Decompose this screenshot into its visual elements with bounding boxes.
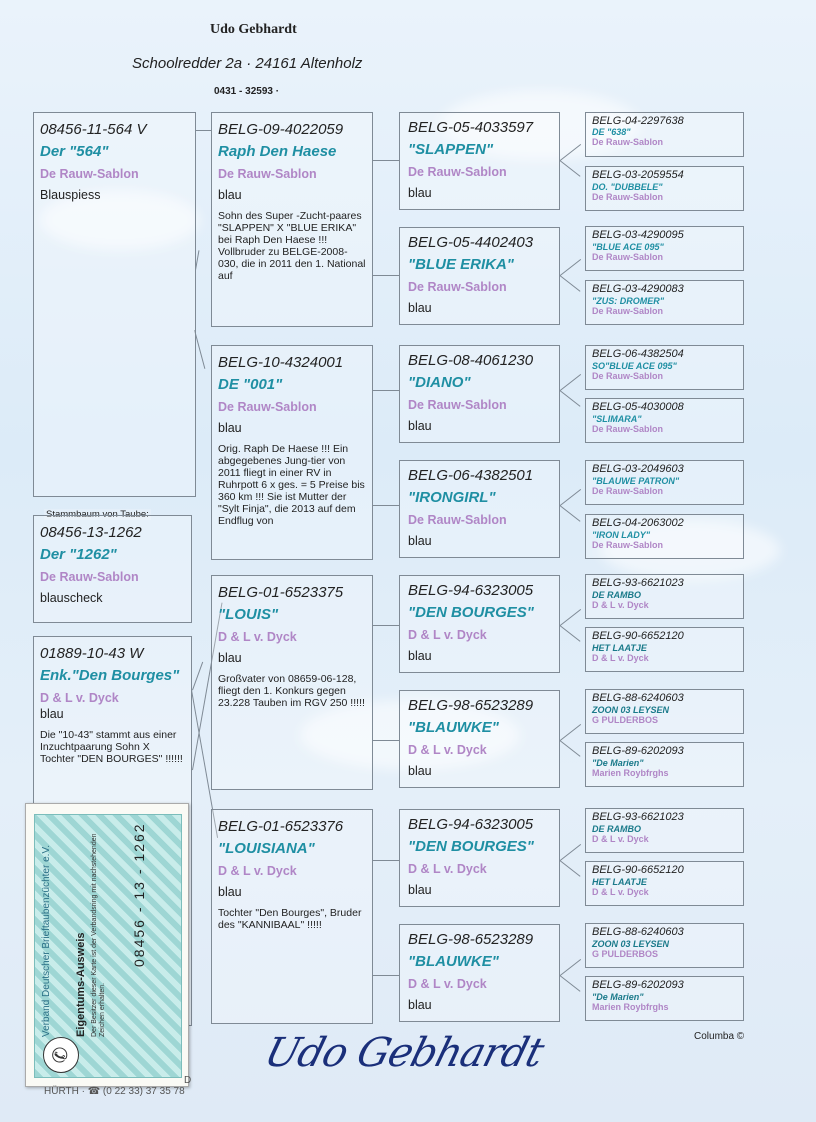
sibling-ring: 08456-13-1262 (40, 524, 142, 541)
grandparent-ring: BELG-08-4061230 (408, 352, 534, 369)
grandparent-color: blau (408, 419, 432, 433)
great-grandparent-breeder: D & L v. Dyck (592, 653, 649, 663)
connector-line (373, 860, 399, 861)
great-grandparent-breeder: G PULDERBOS (592, 949, 659, 959)
subject-label: Stammbaum von Taube: (46, 509, 149, 520)
subject-name: Der "564" (40, 143, 109, 160)
grandparent-card (399, 227, 560, 325)
grandparent-color: blau (408, 998, 432, 1012)
connector-line (560, 374, 581, 391)
great-grandparent-name: "De Marien" (592, 992, 644, 1002)
great-grandparent-ring: BELG-04-2297638 (592, 115, 684, 127)
grandparent-card (399, 460, 560, 558)
connector-line (373, 275, 399, 276)
great-grandparent-card (585, 742, 744, 787)
grandparent-name: "IRONGIRL" (408, 489, 496, 506)
parent-breeder: De Rauw-Sablon (218, 167, 317, 181)
grandparent-breeder: D & L v. Dyck (408, 743, 487, 757)
card-title: Eigentums-Ausweis (75, 932, 87, 1037)
great-grandparent-name: HET LAATJE (592, 877, 647, 887)
owner-address: Schoolredder 2a · 24161 Altenholz (132, 55, 363, 72)
great-grandparent-name: DE "638" (592, 127, 631, 137)
connector-line (560, 259, 581, 276)
connector-line (373, 160, 399, 161)
subject-color: Blauspiess (40, 188, 101, 202)
grandparent-name: "BLAUWKE" (408, 719, 499, 736)
grand-sibling-note: Die "10-43" stammt aus einer Inzuchtpaarung Sohn X Tochter "DEN BOURGES" !!!!!! (40, 729, 183, 765)
great-grandparent-name: DE RAMBO (592, 824, 641, 834)
connector-line (560, 959, 581, 976)
connector-line (559, 740, 580, 757)
great-grandparent-name: DE RAMBO (592, 590, 641, 600)
connector-line (559, 975, 580, 992)
parent-note: Tochter "Den Bourges", Bruder des "KANNIBAAL" !!!!! (218, 907, 362, 931)
parent-breeder: De Rauw-Sablon (218, 400, 317, 414)
grandparent-color: blau (408, 186, 432, 200)
grandparent-card (399, 575, 560, 673)
grandparent-color: blau (408, 534, 432, 548)
sibling-breeder: De Rauw-Sablon (40, 570, 139, 584)
parent-name: "LOUISIANA" (218, 840, 315, 857)
great-grandparent-ring: BELG-88-6240603 (592, 926, 684, 938)
great-grandparent-card (585, 280, 744, 325)
great-grandparent-ring: BELG-93-6621023 (592, 577, 684, 589)
grandparent-ring: BELG-05-4402403 (408, 234, 534, 251)
subject-card (33, 112, 196, 497)
great-grandparent-ring: BELG-90-6652120 (592, 864, 684, 876)
connector-line (559, 860, 580, 877)
sibling-card (33, 515, 192, 623)
sibling-color: blauscheck (40, 591, 103, 605)
grand-sibling-breeder: D & L v. Dyck (40, 691, 119, 705)
great-grandparent-ring: BELG-93-6621023 (592, 811, 684, 823)
grandparent-breeder: De Rauw-Sablon (408, 513, 507, 527)
stamp-city-phone: HÜRTH · ☎ (0 22 33) 37 35 78 (44, 1086, 185, 1097)
parent-ring: BELG-09-4022059 (218, 121, 344, 138)
great-grandparent-card (585, 861, 744, 906)
great-grandparent-ring: BELG-03-2059554 (592, 169, 684, 181)
grandparent-breeder: De Rauw-Sablon (408, 398, 507, 412)
great-grandparent-ring: BELG-03-2049603 (592, 463, 684, 475)
parent-name: DE "001" (218, 376, 283, 393)
grandparent-name: "DEN BOURGES" (408, 838, 534, 855)
parent-ring: BELG-01-6523375 (218, 584, 344, 601)
parent-color: blau (218, 421, 242, 435)
great-grandparent-breeder: D & L v. Dyck (592, 600, 649, 610)
parent-color: blau (218, 188, 242, 202)
subject-breeder: De Rauw-Sablon (40, 167, 139, 181)
great-grandparent-name: "BLAUWE PATRON" (592, 476, 680, 486)
grandparent-name: "BLUE ERIKA" (408, 256, 514, 273)
columba-credit: Columba © (694, 1031, 745, 1042)
great-grandparent-card (585, 398, 744, 443)
great-grandparent-card (585, 345, 744, 390)
great-grandparent-breeder: De Rauw-Sablon (592, 424, 664, 434)
connector-line (559, 505, 580, 522)
great-grandparent-card (585, 808, 744, 853)
grandparent-ring: BELG-05-4033597 (408, 119, 534, 136)
card-organization: Verband Deutscher Brieftaubenzüchter e.V. (41, 845, 52, 1037)
great-grandparent-ring: BELG-03-4290095 (592, 229, 684, 241)
grand-sibling-ring: 01889-10-43 W (40, 645, 144, 662)
grandparent-card (399, 345, 560, 443)
great-grandparent-card (585, 460, 744, 505)
grandparent-ring: BELG-06-4382501 (408, 467, 534, 484)
great-grandparent-breeder: De Rauw-Sablon (592, 540, 664, 550)
great-grandparent-name: ZOON 03 LEYSEN (592, 939, 670, 949)
grandparent-color: blau (408, 764, 432, 778)
great-grandparent-ring: BELG-88-6240603 (592, 692, 684, 704)
great-grandparent-card (585, 574, 744, 619)
ownership-card (25, 803, 192, 1087)
great-grandparent-ring: BELG-06-4382504 (592, 348, 684, 360)
grand-sibling-color: blau (40, 707, 64, 721)
grandparent-breeder: De Rauw-Sablon (408, 165, 507, 179)
connector-line (373, 390, 399, 391)
connector-line (373, 975, 399, 976)
great-grandparent-card (585, 226, 744, 271)
great-grandparent-name: "SLIMARA" (592, 414, 642, 424)
signature: Udo Gebhardt (259, 1030, 548, 1076)
parent-card (211, 112, 373, 327)
pigeon-logo-icon: ✆ (43, 1037, 79, 1073)
great-grandparent-name: HET LAATJE (592, 643, 647, 653)
connector-line (373, 625, 399, 626)
connector-line (373, 740, 399, 741)
parent-note: Großvater von 08659-06-128, fliegt den 1. Konkurs gegen 23.228 Tauben im RGV 250 !!!!! (218, 673, 365, 709)
grand-sibling-name: Enk."Den Bourges" (40, 667, 180, 684)
great-grandparent-breeder: D & L v. Dyck (592, 834, 649, 844)
parent-note: Sohn des Super -Zucht-paares "SLAPPEN" X "BLUE ERIKA" bei Raph Den Haese !!! Vollbruder zu BELGE-2008-030, die in 2011 den 1. National auf (218, 210, 366, 282)
grandparent-name: "BLAUWKE" (408, 953, 499, 970)
connector-line (560, 489, 581, 506)
great-grandparent-card (585, 627, 744, 672)
parent-name: Raph Den Haese (218, 143, 337, 160)
connector-line (560, 609, 581, 626)
great-grandparent-card (585, 166, 744, 211)
card-ring-number: 08456 - 13 - 1262 (131, 822, 147, 967)
owner-name: Udo Gebhardt (210, 22, 297, 37)
grandparent-ring: BELG-98-6523289 (408, 931, 534, 948)
great-grandparent-name: "BLUE ACE 095" (592, 242, 664, 252)
great-grandparent-breeder: Marien Roybfrghs (592, 768, 669, 778)
great-grandparent-breeder: G PULDERBOS (592, 715, 659, 725)
great-grandparent-card (585, 923, 744, 968)
great-grandparent-name: ZOON 03 LEYSEN (592, 705, 670, 715)
great-grandparent-name: SO"BLUE ACE 095" (592, 361, 677, 371)
grandparent-card (399, 690, 560, 788)
grandparent-ring: BELG-98-6523289 (408, 697, 534, 714)
great-grandparent-name: "ZUS: DROMER" (592, 296, 665, 306)
great-grandparent-card (585, 976, 744, 1021)
parent-ring: BELG-10-4324001 (218, 354, 344, 371)
grandparent-color: blau (408, 883, 432, 897)
parent-color: blau (218, 885, 242, 899)
great-grandparent-ring: BELG-90-6652120 (592, 630, 684, 642)
parent-card (211, 575, 373, 790)
grandparent-breeder: D & L v. Dyck (408, 977, 487, 991)
grandparent-ring: BELG-94-6323005 (408, 816, 534, 833)
great-grandparent-card (585, 112, 744, 157)
connector-line (195, 130, 211, 131)
parent-color: blau (218, 651, 242, 665)
great-grandparent-breeder: De Rauw-Sablon (592, 486, 664, 496)
great-grandparent-ring: BELG-03-4290083 (592, 283, 684, 295)
grandparent-name: "SLAPPEN" (408, 141, 494, 158)
parent-card (211, 809, 373, 1024)
ownership-card-pattern (34, 814, 182, 1078)
grandparent-color: blau (408, 649, 432, 663)
grandparent-color: blau (408, 301, 432, 315)
connector-line (559, 160, 580, 177)
connector-line (559, 275, 580, 292)
great-grandparent-breeder: De Rauw-Sablon (592, 137, 664, 147)
grandparent-card (399, 112, 560, 210)
stamp-letter: D (184, 1075, 192, 1086)
great-grandparent-breeder: De Rauw-Sablon (592, 252, 664, 262)
parent-note: Orig. Raph De Haese !!! Ein abgegebenes Jung-tier von 2011 fliegt in einer RV in Ruhrpott 6 x ges. = 5 Preise bis 360 km !!! Sie ist Mutter der "Sylt Finja", die 2013 auf dem Endflug von (218, 443, 365, 527)
parent-breeder: D & L v. Dyck (218, 864, 297, 878)
great-grandparent-card (585, 514, 744, 559)
great-grandparent-breeder: De Rauw-Sablon (592, 306, 664, 316)
grandparent-ring: BELG-94-6323005 (408, 582, 534, 599)
grandparent-card (399, 924, 560, 1022)
great-grandparent-ring: BELG-89-6202093 (592, 979, 684, 991)
parent-name: "LOUIS" (218, 606, 279, 623)
parent-breeder: D & L v. Dyck (218, 630, 297, 644)
great-grandparent-ring: BELG-89-6202093 (592, 745, 684, 757)
great-grandparent-card (585, 689, 744, 734)
great-grandparent-name: "De Marien" (592, 758, 644, 768)
subject-ring: 08456-11-564 V (40, 121, 147, 138)
connector-line (192, 662, 203, 691)
parent-ring: BELG-01-6523376 (218, 818, 344, 835)
grandparent-card (399, 809, 560, 907)
grandparent-breeder: D & L v. Dyck (408, 862, 487, 876)
sibling-name: Der "1262" (40, 546, 117, 563)
great-grandparent-breeder: De Rauw-Sablon (592, 371, 664, 381)
owner-phone: 0431 - 32593 · (214, 86, 280, 97)
grandparent-breeder: De Rauw-Sablon (408, 280, 507, 294)
great-grandparent-breeder: D & L v. Dyck (592, 887, 649, 897)
connector-line (373, 505, 399, 506)
ownership-card-content (35, 815, 181, 1077)
connector-line (560, 844, 581, 861)
grandparent-breeder: D & L v. Dyck (408, 628, 487, 642)
great-grandparent-ring: BELG-05-4030008 (592, 401, 684, 413)
card-small-print: Der Besitzer dieser Karte ist der Verbandsring mit nachstehenden Zeichen erhalten. (91, 833, 106, 1037)
connector-line (559, 625, 580, 642)
great-grandparent-breeder: De Rauw-Sablon (592, 192, 664, 202)
parent-card (211, 345, 373, 560)
connector-line (559, 390, 580, 407)
connector-line (560, 724, 581, 741)
grandparent-name: "DIANO" (408, 374, 471, 391)
great-grandparent-breeder: Marien Roybfrghs (592, 1002, 669, 1012)
great-grandparent-name: "IRON LADY" (592, 530, 651, 540)
grandparent-name: "DEN BOURGES" (408, 604, 534, 621)
great-grandparent-name: DO. "DUBBELE" (592, 182, 663, 192)
great-grandparent-ring: BELG-04-2063002 (592, 517, 684, 529)
